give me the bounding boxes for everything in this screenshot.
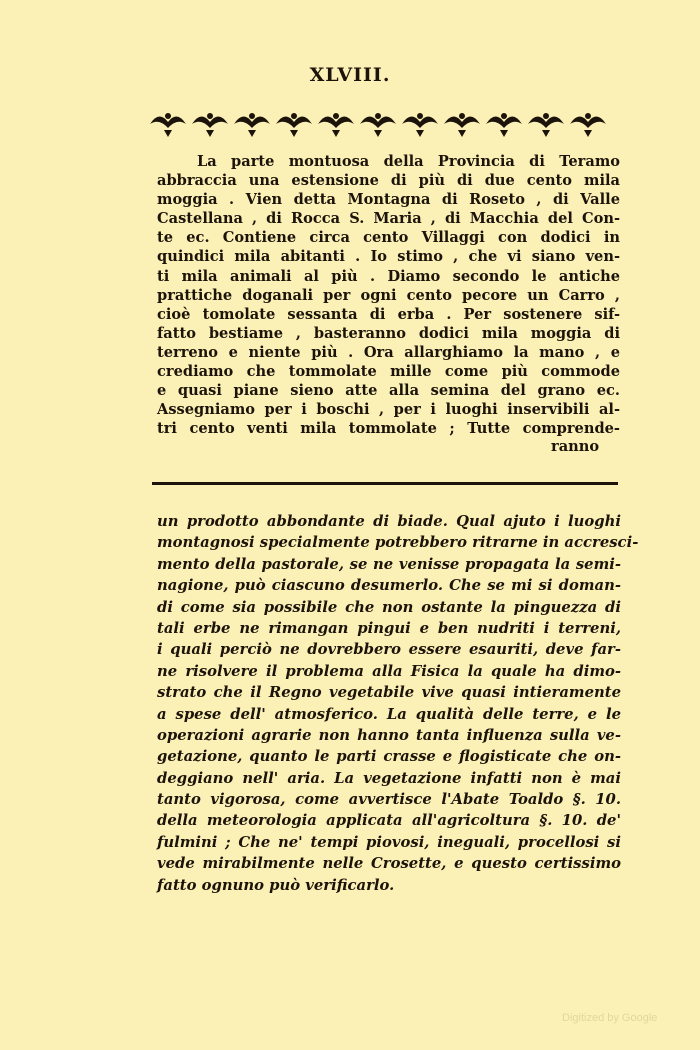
- text-line: prattiche doganali per ogni cento pecore un Carro ,: [157, 286, 620, 304]
- text-line: crediamo che tommolate mille come più commode: [157, 363, 620, 381]
- ornamental-border: [148, 104, 608, 140]
- footnote-line: operazioni agrarie non hanno tanta influenza sulla ve-: [157, 726, 621, 744]
- main-text: [157, 152, 620, 438]
- footnote-rule: [152, 482, 618, 485]
- footnote-text: [157, 511, 639, 896]
- footnote-line: un prodotto abbondante di biade. Qual ajuto i luoghi: [157, 513, 621, 530]
- ornament-motif: [444, 113, 480, 137]
- text-line: ti mila animali al più . Diamo secondo le antiche: [157, 267, 620, 285]
- footnote-line: montagnosi specialmente potrebbero ritrarne in accresci-: [157, 534, 639, 552]
- page-number-header: ⅩLVIII.: [309, 64, 391, 86]
- ornament-motif: [234, 113, 270, 137]
- text-line: La parte montuosa della Provincia di Teramo: [197, 153, 620, 170]
- ornament-motif: [528, 113, 564, 137]
- footnote-line: tanto vigorosa, come avvertisce l'Abate Toaldo §. 10.: [157, 791, 621, 809]
- text-line: abbraccia una estensione di più di due cento mila: [157, 172, 620, 190]
- footnote-line: fatto ognuno può verificarlo.: [157, 876, 395, 894]
- text-line: Assegniamo per i boschi , per i luoghi inservibili al-: [157, 401, 620, 419]
- text-line: cioè tomolate sessanta di erba . Per sostenere sif-: [157, 305, 620, 323]
- footnote-line: i quali perciò ne dovrebbero essere esauriti, deve far-: [157, 641, 621, 659]
- text-line: fatto bestiame , basteranno dodici mila moggia di: [157, 324, 620, 342]
- footnote-line: nagione, può ciascuno desumerlo. Che se mi si doman-: [157, 577, 621, 595]
- text-line: quindici mila abitanti . Io stimo , che vi siano ven-: [157, 248, 620, 266]
- ornament-motif: [150, 113, 186, 137]
- ornament-motif: [486, 113, 522, 137]
- ornament-motif: [360, 113, 396, 137]
- text-line: e quasi piane sieno atte alla semina del grano ec.: [157, 382, 620, 400]
- footnote-line: a spese dell' atmosferico. La qualità delle terre, e le: [157, 705, 621, 723]
- footnote-line: della meteorologia applicata all'agricoltura §. 10. de': [157, 812, 621, 830]
- footnote-line: deggiano nell' aria. La vegetazione infatti non è mai: [157, 769, 621, 787]
- text-line: te ec. Contiene circa cento Villaggi con dodici in: [157, 229, 620, 247]
- footnote-line: strato che il Regno vegetabile vive quasi intieramente: [157, 684, 621, 702]
- ornament-motif: [192, 113, 228, 137]
- ornament-motif: [570, 113, 606, 137]
- ornament-icon: [148, 104, 608, 140]
- footnote-line: mento della pastorale, se ne venisse propagata la semi-: [157, 555, 621, 573]
- footnote-line: ne risolvere il problema alla Fisica la quale ha dimo-: [157, 662, 621, 680]
- footnote-line: fulmini ; Che ne' tempi piovosi, ineguali, procellosi si: [157, 833, 621, 851]
- catchword: ranno: [551, 438, 600, 455]
- watermark: Digitized by Google: [562, 1012, 658, 1024]
- footnote-line: getazione, quanto le parti crasse e flogisticate che on-: [157, 748, 621, 766]
- footnote-line: tali erbe ne rimangan pingui e ben nudriti i terreni,: [157, 619, 621, 637]
- text-line: moggia . Vien detta Montagna di Roseto , di Valle: [157, 191, 620, 209]
- footnote-line: di come sia possibile che non ostante la pinguezza di: [157, 598, 621, 616]
- footnote-line: vede mirabilmente nelle Crosette, e questo certissimo: [157, 855, 621, 873]
- ornament-motif: [402, 113, 438, 137]
- text-line: Castellana , di Rocca S. Maria , di Macchia del Con-: [157, 210, 620, 228]
- ornament-motif: [318, 113, 354, 137]
- text-line: tri cento venti mila tommolate ; Tutte comprende-: [157, 420, 620, 438]
- ornament-motif: [276, 113, 312, 137]
- text-line: terreno e niente più . Ora allarghiamo la mano , e: [157, 343, 620, 361]
